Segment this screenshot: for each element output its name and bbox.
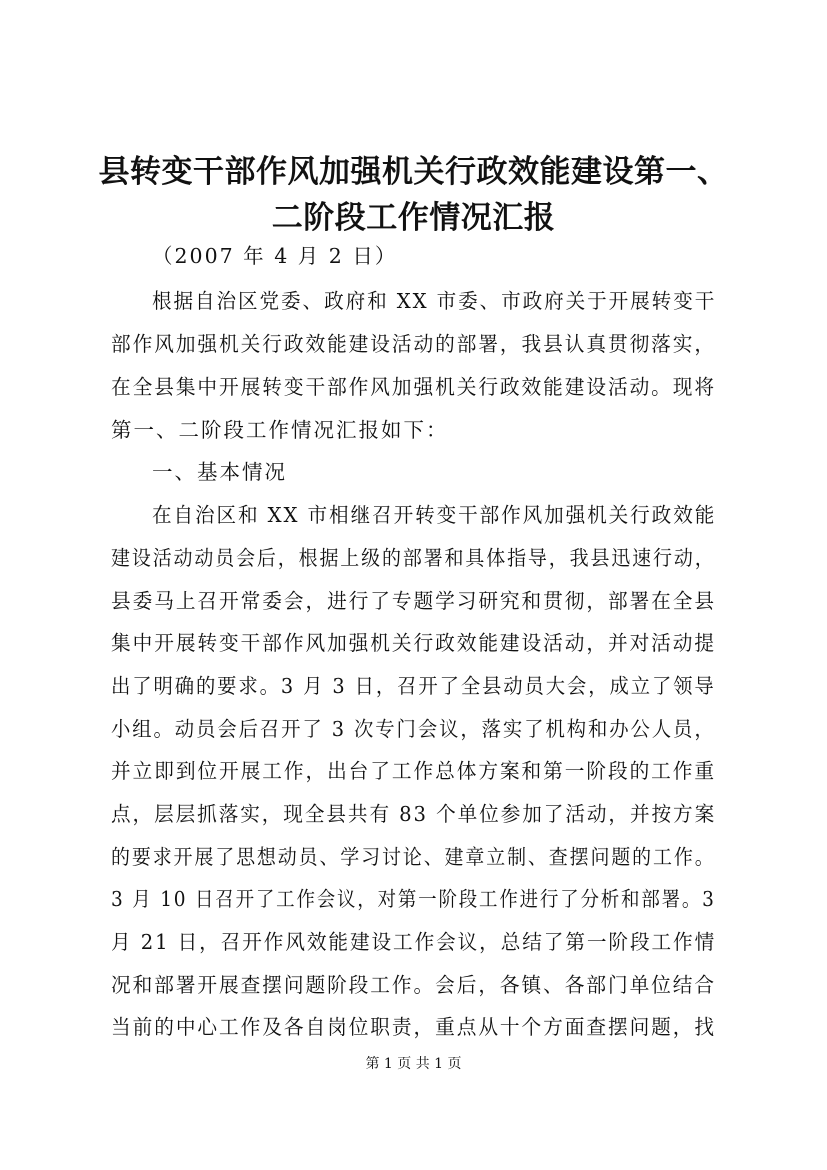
- section-heading: 一、基本情况: [152, 460, 287, 484]
- paragraph-line: 在全县集中开展转变干部作风加强机关行政效能建设活动。现将: [111, 375, 716, 399]
- paragraph-line: 集中开展转变干部作风加强机关行政效能建设活动，并对活动提: [111, 631, 716, 655]
- paragraph-line: 部作风加强机关行政效能建设活动的部署，我县认真贯彻落实，: [111, 332, 716, 356]
- paragraph-line: 根据自治区党委、政府和 XX 市委、市政府关于开展转变干: [152, 289, 717, 313]
- document-title-line-2: 二阶段工作情况汇报: [271, 200, 556, 236]
- page-footer: 第 1 页 共 1 页: [365, 1056, 462, 1072]
- paragraph-line: 并立即到位开展工作，出台了工作总体方案和第一阶段的工作重: [111, 759, 716, 783]
- paragraph-line: 建设活动动员会后，根据上级的部署和具体指导，我县迅速行动，: [111, 546, 716, 570]
- paragraph-line: 3 月 10 日召开了工作会议，对第一阶段工作进行了分析和部署。3: [111, 887, 716, 911]
- paragraph-line: 在自治区和 XX 市相继召开转变干部作风加强机关行政效能: [152, 503, 717, 527]
- paragraph-line: 的要求开展了思想动员、学习讨论、建章立制、查摆问题的工作。: [111, 845, 716, 869]
- paragraph-line: 当前的中心工作及各自岗位职责，重点从十个方面查摆问题，找: [111, 1015, 716, 1039]
- document-date: （2007 年 4 月 2 日）: [152, 244, 398, 268]
- document-title-line-1: 县转变干部作风加强机关行政效能建设第一、: [98, 154, 729, 190]
- paragraph-line: 点，层层抓落实，现全县共有 83 个单位参加了活动，并按方案: [111, 802, 717, 826]
- paragraph-line: 月 21 日，召开作风效能建设工作会议，总结了第一阶段工作情: [111, 930, 717, 954]
- paragraph-line: 县委马上召开常委会，进行了专题学习研究和贯彻，部署在全县: [111, 589, 716, 613]
- paragraph-line: 小组。动员会后召开了 3 次专门会议，落实了机构和办公人员，: [111, 717, 716, 741]
- paragraph-line: 况和部署开展查摆问题阶段工作。会后，各镇、各部门单位结合: [111, 973, 716, 997]
- paragraph-line: 出了明确的要求。3 月 3 日，召开了全县动员大会，成立了领导: [111, 674, 716, 698]
- paragraph-line: 第一、二阶段工作情况汇报如下：: [111, 418, 449, 442]
